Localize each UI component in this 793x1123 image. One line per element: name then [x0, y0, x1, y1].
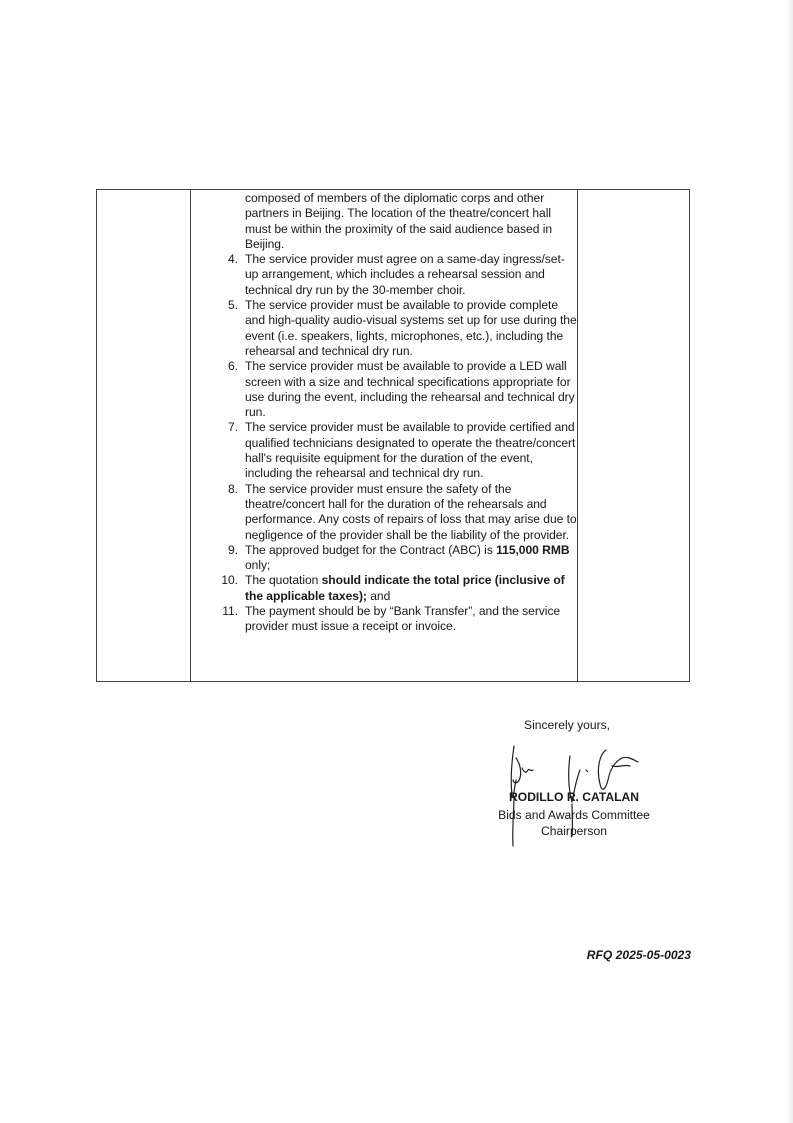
table-column-divider	[190, 190, 191, 681]
list-item	[228, 420, 577, 481]
list-item	[228, 252, 577, 298]
list-item	[228, 542, 577, 574]
list-item-number: 9.	[228, 542, 238, 557]
signer-role	[469, 808, 679, 839]
list-item-text: The service provider must ensure the safety of the theatre/concert hall for the duration of the rehearsals and performance. Any costs of repairs of loss that may arise due to negligence of the provider shall be the liability of the provider.	[245, 481, 577, 542]
budget-text: The approved budget for the Contract (ABC) is	[245, 542, 497, 557]
list-item	[222, 604, 577, 635]
list-item	[228, 481, 577, 543]
list-item-text	[245, 543, 577, 574]
scan-edge-shadow	[787, 0, 793, 1123]
list-item-number: 4.	[228, 252, 238, 267]
budget-amount: 115,000 RMB	[496, 542, 570, 557]
list-item-number: 11.	[222, 604, 238, 619]
list-item	[228, 298, 577, 359]
budget-suffix: only;	[245, 558, 271, 573]
list-item-number: 5.	[228, 298, 238, 313]
list-item-number: 10.	[221, 573, 238, 588]
list-item-number: 8.	[228, 481, 238, 496]
reference-code: RFQ 2025-05-0023	[586, 948, 691, 962]
list-item	[228, 359, 577, 420]
list-item-text: The payment should be by “Bank Transfer”, and the service provider must issue a receipt or invoice.	[245, 604, 561, 634]
list-item-number: 7.	[228, 420, 238, 435]
list-item	[221, 573, 577, 604]
list-item-number: 6.	[228, 359, 238, 374]
list-item-text: The service provider must be available to provide a LED wall screen with a size and technical specifications appropriate for use during the event, including the rehearsal and technical dry run.	[245, 359, 575, 420]
list-item-text	[245, 573, 577, 604]
list-item-text: The service provider must be available to provide complete and high-quality audio-visual systems set up for use during the event (i.e. speakers, lights, microphones, etc.), including the rehearsal and technical dry run.	[245, 298, 577, 358]
quotation-emphasis: should indicate the total price (inclusive of the applicable taxes);	[245, 573, 565, 603]
continued-paragraph: composed of members of the diplomatic corps and other partners in Beijing. The location of the theatre/concert hall must be within the proximity of the said audience based in Beijing.	[245, 191, 553, 251]
requirements-list	[221, 191, 577, 635]
closing-salutation: Sincerely yours,	[524, 718, 611, 732]
quotation-text: The quotation	[245, 573, 322, 588]
list-item-text: The service provider must be available to provide certified and qualified technicians designated to operate the theatre/concert hall's requisite equipment for the duration of the event, including the rehearsal and technical dry run.	[245, 420, 576, 481]
list-item-text: The service provider must agree on a same-day ingress/set-up arrangement, which includes a rehearsal session and technical dry run by the 30-member choir.	[245, 252, 565, 297]
quotation-suffix: and	[366, 588, 391, 603]
table-column-divider	[577, 190, 578, 681]
signer-name: RODILLO R. CATALAN	[509, 790, 639, 804]
requirements-table	[96, 189, 690, 682]
signer-committee: Bids and Awards Committee	[498, 808, 650, 822]
signer-title: Chairperson	[541, 823, 607, 838]
